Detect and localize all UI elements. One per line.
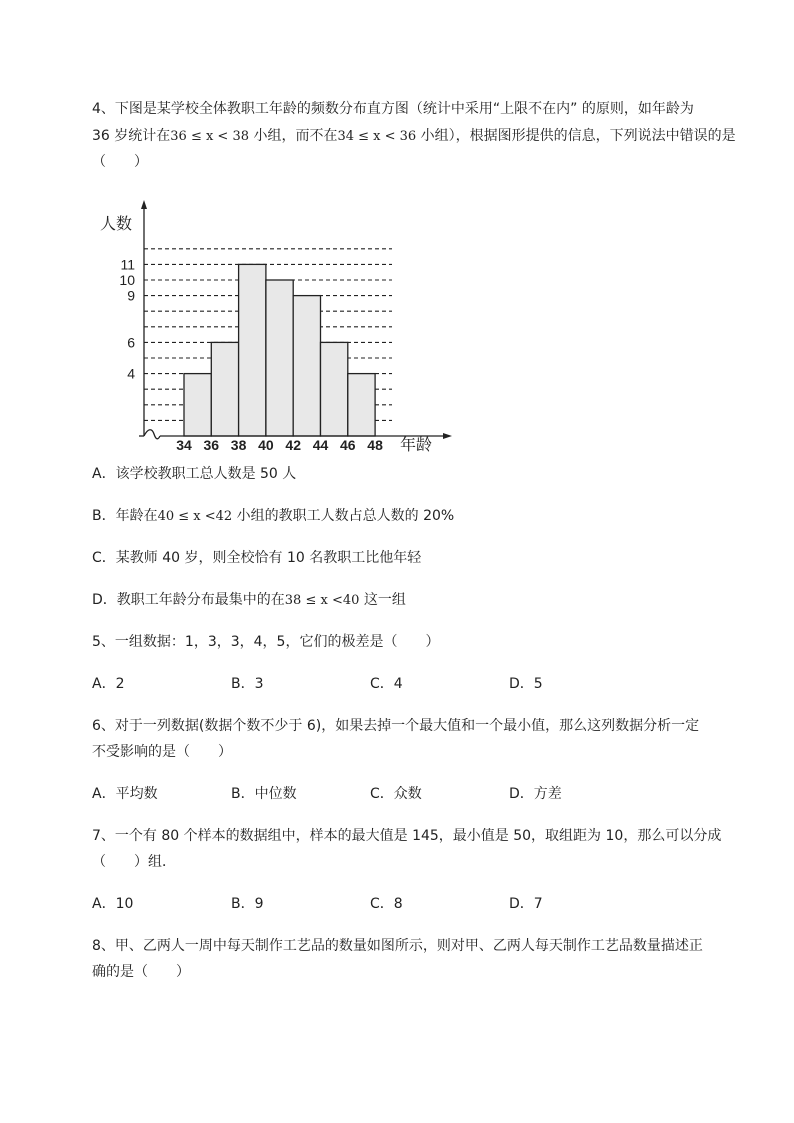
x-tick-label: 40 [258, 437, 274, 453]
x-tick-label: 44 [312, 437, 329, 453]
q4-option-a: A．该学校教职工总人数是 50 人 [92, 466, 297, 482]
q8-stem-line2: 确的是（ ） [92, 964, 190, 980]
q4-stem-text-a: 36 岁统计在 [92, 128, 171, 144]
q7-stem-line1: 7、一个有 80 个样本的数据组中，样本的最大值是 145，最小值是 50，取组距为 10，那么可以分成 [92, 828, 722, 844]
q4-stem-text-c: 小组），根据图形提供的信息，下列说法中错误的是 [416, 128, 736, 144]
x-axis-label: 年龄 [400, 437, 433, 454]
q6-option-a: A．平均数 [92, 786, 158, 802]
y-tick-label: 4 [127, 365, 135, 382]
y-tick-label: 10 [119, 272, 135, 288]
q4-option-d-text-b: 这一组 [359, 592, 406, 608]
y-tick-label: 9 [127, 287, 135, 304]
q8-stem-line1: 8、甲、乙两人一周中每天制作工艺品的数量如图所示，则对甲、乙两人每天制作工艺品数量描述正 [92, 938, 703, 954]
q4-option-b-text-a: B．年龄在 [92, 508, 158, 524]
q6-option-d: D．方差 [509, 786, 562, 802]
q4-option-b-text-b: 小组的教职工人数占总人数的 20% [232, 508, 455, 524]
q4-option-c: C．某教师 40 岁，则全校恰有 10 名教职工比他年轻 [92, 550, 422, 566]
q7-option-c: C．8 [370, 896, 403, 912]
y-tick-label: 6 [127, 334, 135, 351]
x-axis-arrow-icon [443, 433, 452, 439]
x-tick-label: 34 [176, 437, 192, 453]
q4-option-b-math: 40 ≤ x <42 [157, 509, 233, 524]
q5-stem: 5、一组数据：1，3，3，4，5，它们的极差是（ ） [92, 634, 440, 650]
x-tick-label: 48 [367, 437, 383, 453]
q5-option-c: C．4 [370, 676, 403, 692]
x-tick-label: 38 [230, 437, 247, 453]
q7-option-b: B．9 [231, 896, 264, 912]
q7-option-a: A．10 [92, 896, 134, 912]
histogram-bar [293, 296, 320, 436]
q4-option-d-text-a: D．教职工年龄分布最集中的在 [92, 592, 285, 608]
q7-stem-line2: （ ）组． [92, 854, 176, 870]
axis-break-icon [144, 430, 160, 439]
q5-option-b: B．3 [231, 676, 264, 692]
q4-math-interval-2: 34 ≤ x < 36 [337, 129, 417, 144]
q6-option-b: B．中位数 [231, 786, 297, 802]
q4-stem-line2 [92, 126, 736, 147]
y-axis-label: 人数 [100, 216, 133, 233]
q4-stem-line1: 4、下图是某学校全体教职工年龄的频数分布直方图（统计中采用“上限不在内” 的原则，如年龄为 [92, 101, 694, 117]
q7-option-d: D．7 [509, 896, 543, 912]
q5-option-d: D．5 [509, 676, 543, 692]
q5-option-a: A．2 [92, 676, 125, 692]
y-axis-arrow-icon [141, 200, 147, 209]
q6-stem-line1: 6、对于一列数据(数据个数不少于 6)，如果去掉一个最大值和一个最小值，那么这列数据分析一定 [92, 718, 700, 734]
q4-option-d-math: 38 ≤ x <40 [284, 593, 360, 608]
q4-option-b [92, 506, 454, 527]
x-tick-label: 36 [203, 437, 220, 453]
chart-bars [184, 264, 375, 436]
q4-stem-text-b: 小组，而不在 [249, 128, 338, 144]
histogram-bar [266, 280, 293, 436]
q4-option-d [92, 590, 406, 611]
x-tick-labels [176, 437, 383, 453]
histogram-bar [211, 342, 238, 436]
x-tick-label: 46 [340, 437, 356, 453]
histogram-bar [321, 342, 348, 436]
q4-math-interval-1: 36 ≤ x < 38 [170, 129, 249, 144]
histogram-bar [348, 374, 375, 436]
x-tick-label: 42 [285, 437, 301, 453]
q6-stem-line2: 不受影响的是（ ） [92, 744, 232, 760]
histogram-bar [184, 374, 211, 436]
age-histogram [96, 196, 466, 456]
y-tick-labels [119, 256, 135, 381]
q4-answer-blank: （ ） [92, 154, 148, 170]
y-tick-label: 11 [120, 256, 135, 273]
histogram-bar [239, 264, 266, 436]
q6-option-c: C．众数 [370, 786, 422, 802]
